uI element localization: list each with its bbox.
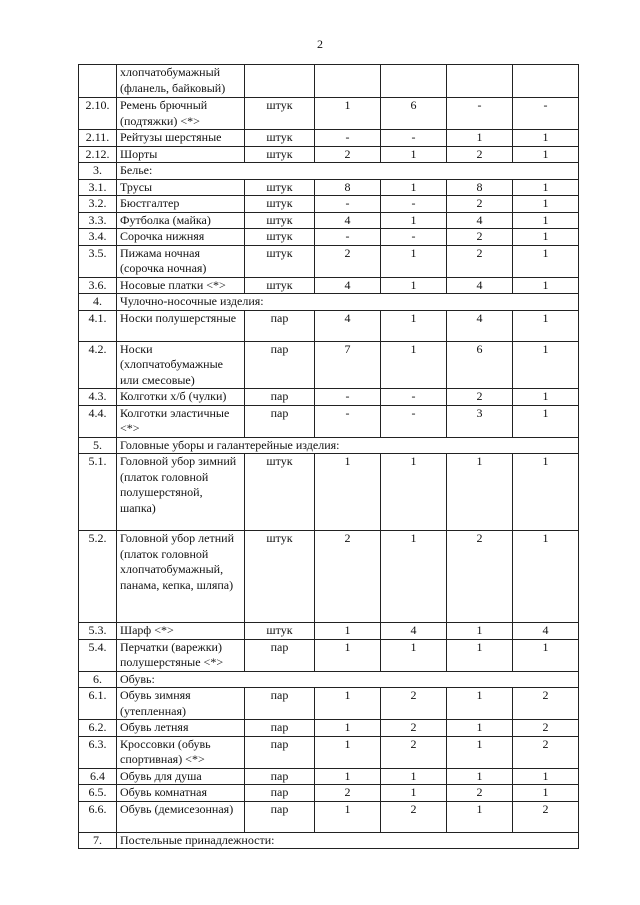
value-cell-2: 1 [381, 310, 447, 341]
value-cell-3: 6 [447, 341, 513, 389]
page-number: 2 [317, 37, 323, 51]
value-cell-3 [447, 65, 513, 98]
value-cell-3: 2 [447, 785, 513, 802]
item-name-cell: Носовые платки <*> [117, 277, 245, 294]
value-cell-3: 1 [447, 639, 513, 671]
value-cell-2: 1 [381, 341, 447, 389]
unit-cell: штук [245, 229, 315, 246]
value-cell-1: 1 [315, 720, 381, 737]
section-row [79, 832, 579, 849]
item-name-cell: Обувь (демисезонная) [117, 801, 245, 832]
value-cell-2: - [381, 405, 447, 437]
value-cell-1: 2 [315, 146, 381, 163]
value-cell-2: 1 [381, 768, 447, 785]
value-cell-4: 1 [513, 768, 579, 785]
row-number-cell: 5.2. [79, 531, 117, 623]
value-cell-4: 1 [513, 196, 579, 213]
value-cell-1: 4 [315, 212, 381, 229]
value-cell-3: 2 [447, 229, 513, 246]
item-name-cell: Ремень брючный (подтяжки) <*> [117, 98, 245, 130]
row-number-cell [79, 65, 117, 98]
value-cell-3: 4 [447, 310, 513, 341]
value-cell-2: 1 [381, 785, 447, 802]
unit-cell: штук [245, 196, 315, 213]
row-number-cell: 3.2. [79, 196, 117, 213]
item-name-cell: Обувь летняя [117, 720, 245, 737]
value-cell-4: 1 [513, 341, 579, 389]
item-name-cell: Колготки х/б (чулки) [117, 389, 245, 406]
table-row [79, 196, 579, 213]
table-row [79, 768, 579, 785]
value-cell-4: 1 [513, 454, 579, 531]
item-name-cell: Обувь зимняя (утепленная) [117, 688, 245, 720]
unit-cell: штук [245, 98, 315, 130]
section-row [79, 437, 579, 454]
unit-cell: штук [245, 623, 315, 640]
item-name-cell: Головной убор летний (платок головной хлопчатобумажный, панама, кепка, шляпа) [117, 531, 245, 623]
unit-cell: пар [245, 405, 315, 437]
row-number-cell: 3.3. [79, 212, 117, 229]
section-row [79, 671, 579, 688]
value-cell-3: 1 [447, 130, 513, 147]
table-row [79, 389, 579, 406]
value-cell-1: 7 [315, 341, 381, 389]
value-cell-3: 4 [447, 277, 513, 294]
row-number-cell: 4.2. [79, 341, 117, 389]
value-cell-3: 1 [447, 688, 513, 720]
value-cell-1: 1 [315, 623, 381, 640]
value-cell-4: 1 [513, 146, 579, 163]
section-row [79, 163, 579, 180]
table-row [79, 454, 579, 531]
item-name-cell: Сорочка нижняя [117, 229, 245, 246]
supply-norms-table [78, 64, 579, 849]
value-cell-4: 1 [513, 531, 579, 623]
table-row [79, 720, 579, 737]
value-cell-1: 4 [315, 310, 381, 341]
value-cell-2: 1 [381, 179, 447, 196]
unit-cell: штук [245, 277, 315, 294]
table-row [79, 146, 579, 163]
unit-cell: пар [245, 785, 315, 802]
row-number-cell: 6. [79, 671, 117, 688]
value-cell-2: 2 [381, 736, 447, 768]
table-row [79, 688, 579, 720]
value-cell-1: 2 [315, 785, 381, 802]
item-name-cell: Перчатки (варежки) полушерстяные <*> [117, 639, 245, 671]
row-number-cell: 4.4. [79, 405, 117, 437]
value-cell-4: 2 [513, 720, 579, 737]
section-title-cell: Обувь: [117, 671, 579, 688]
unit-cell [245, 65, 315, 98]
value-cell-1: - [315, 229, 381, 246]
item-name-cell: Рейтузы шерстяные [117, 130, 245, 147]
item-name-cell: Носки полушерстяные [117, 310, 245, 341]
value-cell-2: - [381, 229, 447, 246]
value-cell-4: 1 [513, 245, 579, 277]
value-cell-4: - [513, 98, 579, 130]
item-name-cell: Головной убор зимний (платок головной полушерстяной, шапка) [117, 454, 245, 531]
unit-cell: пар [245, 736, 315, 768]
row-number-cell: 6.3. [79, 736, 117, 768]
value-cell-4: 1 [513, 212, 579, 229]
value-cell-2: 4 [381, 623, 447, 640]
value-cell-1: 2 [315, 245, 381, 277]
row-number-cell: 5.4. [79, 639, 117, 671]
value-cell-1: 1 [315, 768, 381, 785]
value-cell-1: 1 [315, 454, 381, 531]
unit-cell: штук [245, 245, 315, 277]
row-number-cell: 7. [79, 832, 117, 849]
section-title-cell: Чулочно-носочные изделия: [117, 294, 579, 311]
unit-cell: пар [245, 639, 315, 671]
section-title-cell: Постельные принадлежности: [117, 832, 579, 849]
table-row [79, 623, 579, 640]
value-cell-4: 1 [513, 179, 579, 196]
unit-cell: штук [245, 454, 315, 531]
item-name-cell: Кроссовки (обувь спортивная) <*> [117, 736, 245, 768]
item-name-cell: Шорты [117, 146, 245, 163]
value-cell-4: 1 [513, 130, 579, 147]
row-number-cell: 3.5. [79, 245, 117, 277]
unit-cell: пар [245, 720, 315, 737]
table-row [79, 179, 579, 196]
value-cell-1 [315, 65, 381, 98]
table-row [79, 130, 579, 147]
value-cell-4: 2 [513, 801, 579, 832]
item-name-cell: хлопчатобумажный (фланель, байковый) [117, 65, 245, 98]
value-cell-2: 2 [381, 720, 447, 737]
item-name-cell: Обувь для душа [117, 768, 245, 785]
row-number-cell: 3.1. [79, 179, 117, 196]
row-number-cell: 4. [79, 294, 117, 311]
item-name-cell: Колготки эластичные <*> [117, 405, 245, 437]
table-row [79, 531, 579, 623]
value-cell-2: - [381, 196, 447, 213]
table-row [79, 736, 579, 768]
value-cell-3: 2 [447, 146, 513, 163]
table-row [79, 245, 579, 277]
unit-cell: пар [245, 801, 315, 832]
unit-cell: штук [245, 212, 315, 229]
value-cell-1: 1 [315, 688, 381, 720]
table-row [79, 212, 579, 229]
value-cell-2: - [381, 130, 447, 147]
value-cell-4: 1 [513, 229, 579, 246]
table-row [79, 277, 579, 294]
value-cell-3: 3 [447, 405, 513, 437]
unit-cell: пар [245, 768, 315, 785]
table-row [79, 65, 579, 98]
value-cell-1: 4 [315, 277, 381, 294]
value-cell-2: - [381, 389, 447, 406]
value-cell-2: 1 [381, 531, 447, 623]
value-cell-2: 1 [381, 277, 447, 294]
value-cell-3: 2 [447, 245, 513, 277]
row-number-cell: 3. [79, 163, 117, 180]
value-cell-4: 4 [513, 623, 579, 640]
table-row [79, 405, 579, 437]
item-name-cell: Пижама ночная (сорочка ночная) [117, 245, 245, 277]
value-cell-3: 1 [447, 720, 513, 737]
value-cell-1: - [315, 405, 381, 437]
unit-cell: штук [245, 531, 315, 623]
value-cell-3: 8 [447, 179, 513, 196]
row-number-cell: 2.12. [79, 146, 117, 163]
value-cell-4: 1 [513, 785, 579, 802]
value-cell-4: 1 [513, 639, 579, 671]
row-number-cell: 3.6. [79, 277, 117, 294]
table-row [79, 801, 579, 832]
value-cell-3: 1 [447, 623, 513, 640]
table-body [79, 65, 579, 849]
row-number-cell: 6.4 [79, 768, 117, 785]
item-name-cell: Бюстгалтер [117, 196, 245, 213]
unit-cell: пар [245, 688, 315, 720]
unit-cell: штук [245, 146, 315, 163]
value-cell-3: 4 [447, 212, 513, 229]
row-number-cell: 5.3. [79, 623, 117, 640]
value-cell-3: 2 [447, 196, 513, 213]
value-cell-4 [513, 65, 579, 98]
row-number-cell: 2.11. [79, 130, 117, 147]
row-number-cell: 3.4. [79, 229, 117, 246]
table-row [79, 341, 579, 389]
table-row [79, 229, 579, 246]
row-number-cell: 4.1. [79, 310, 117, 341]
value-cell-4: 1 [513, 389, 579, 406]
row-number-cell: 6.2. [79, 720, 117, 737]
item-name-cell: Футболка (майка) [117, 212, 245, 229]
value-cell-4: 1 [513, 277, 579, 294]
value-cell-4: 1 [513, 405, 579, 437]
value-cell-2: 6 [381, 98, 447, 130]
unit-cell: пар [245, 341, 315, 389]
value-cell-2: 1 [381, 146, 447, 163]
value-cell-1: 8 [315, 179, 381, 196]
value-cell-3: 1 [447, 768, 513, 785]
value-cell-2: 2 [381, 688, 447, 720]
unit-cell: штук [245, 179, 315, 196]
section-title-cell: Белье: [117, 163, 579, 180]
value-cell-1: 1 [315, 736, 381, 768]
value-cell-4: 1 [513, 310, 579, 341]
section-row [79, 294, 579, 311]
value-cell-2: 1 [381, 212, 447, 229]
item-name-cell: Шарф <*> [117, 623, 245, 640]
value-cell-3: 2 [447, 389, 513, 406]
value-cell-1: - [315, 389, 381, 406]
value-cell-2: 2 [381, 801, 447, 832]
row-number-cell: 2.10. [79, 98, 117, 130]
table-row [79, 639, 579, 671]
row-number-cell: 6.5. [79, 785, 117, 802]
row-number-cell: 4.3. [79, 389, 117, 406]
table-row [79, 310, 579, 341]
row-number-cell: 6.1. [79, 688, 117, 720]
value-cell-4: 2 [513, 736, 579, 768]
row-number-cell: 5. [79, 437, 117, 454]
value-cell-2: 1 [381, 245, 447, 277]
value-cell-3: - [447, 98, 513, 130]
section-title-cell: Головные уборы и галантерейные изделия: [117, 437, 579, 454]
value-cell-3: 1 [447, 736, 513, 768]
item-name-cell: Обувь комнатная [117, 785, 245, 802]
value-cell-3: 2 [447, 531, 513, 623]
value-cell-3: 1 [447, 454, 513, 531]
unit-cell: пар [245, 310, 315, 341]
value-cell-1: 1 [315, 98, 381, 130]
value-cell-1: - [315, 130, 381, 147]
unit-cell: пар [245, 389, 315, 406]
value-cell-2: 1 [381, 639, 447, 671]
value-cell-1: 1 [315, 801, 381, 832]
table-row [79, 98, 579, 130]
value-cell-1: 1 [315, 639, 381, 671]
value-cell-1: - [315, 196, 381, 213]
value-cell-2 [381, 65, 447, 98]
item-name-cell: Трусы [117, 179, 245, 196]
value-cell-1: 2 [315, 531, 381, 623]
value-cell-4: 2 [513, 688, 579, 720]
row-number-cell: 6.6. [79, 801, 117, 832]
table-row [79, 785, 579, 802]
value-cell-3: 1 [447, 801, 513, 832]
row-number-cell: 5.1. [79, 454, 117, 531]
unit-cell: штук [245, 130, 315, 147]
value-cell-2: 1 [381, 454, 447, 531]
item-name-cell: Носки (хлопчатобумажные или смесовые) [117, 341, 245, 389]
